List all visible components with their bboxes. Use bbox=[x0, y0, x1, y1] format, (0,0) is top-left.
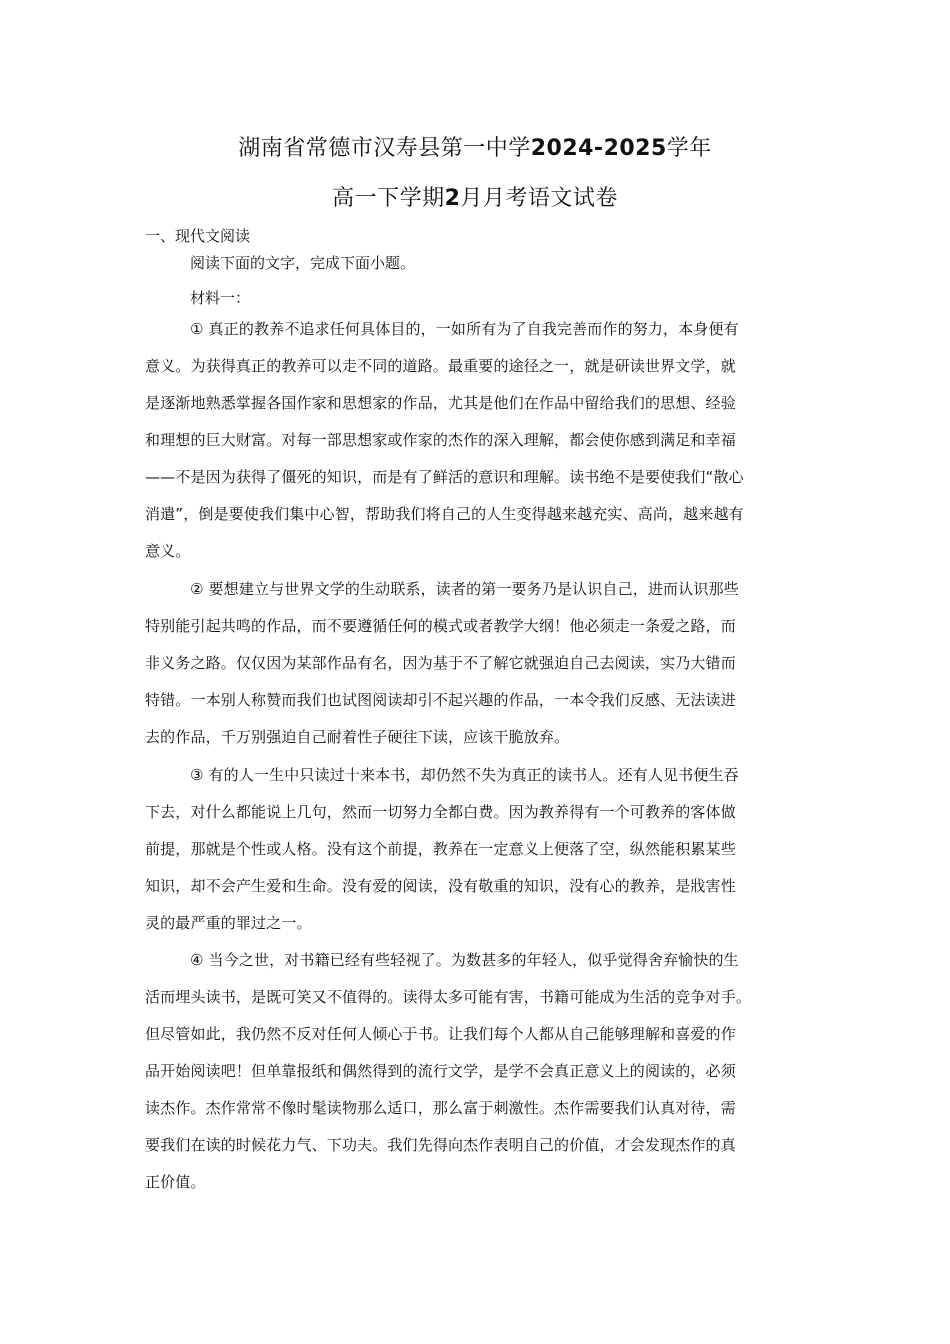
section-heading: 一、现代文阅读 bbox=[145, 227, 251, 245]
paragraph-4 bbox=[145, 942, 805, 1201]
paragraph-line: 读杰作。杰作常常不像时髦读物那么适口，那么富于刺激性。杰作需要我们认真对待，需 bbox=[145, 1099, 736, 1117]
paragraph-line: 知识，却不会产生爱和生命。没有爱的阅读，没有敬重的知识，没有心的教养，是戕害性 bbox=[145, 877, 736, 895]
title-year: 2024-2025 bbox=[530, 136, 667, 161]
paragraph-line: 下去，对什么都能说上几句，然而一切努力全都白费。因为教养得有一个可教养的客体做 bbox=[145, 803, 736, 821]
paragraph-line: 特别能引起共鸣的作品，而不要遵循任何的模式或者教学大纲！他必须走一条爱之路，而 bbox=[145, 617, 736, 635]
paragraph-line: 消遣”，倒是要使我们集中心智，帮助我们将自己的人生变得越来越充实、高尚，越来越有 bbox=[145, 505, 744, 523]
title-grade: 高一下学期 bbox=[332, 186, 445, 211]
reading-instruction: 阅读下面的文字，完成下面小题。 bbox=[190, 254, 416, 272]
title-month-number: 2 bbox=[444, 186, 461, 211]
paragraph-line: ① 真正的教养不追求任何具体目的，一如所有为了自我完善而作的努力，本身便有 bbox=[190, 320, 739, 338]
exam-title-line-1 bbox=[0, 134, 950, 164]
paragraph-line: 意义。 bbox=[145, 542, 191, 560]
paragraph-line: 去的作品，千万别强迫自己耐着性子硬往下读，应该干脆放弃。 bbox=[145, 728, 570, 746]
paragraph-line: ——不是因为获得了僵死的知识，而是有了鲜活的意识和理解。读书绝不是要使我们“散心 bbox=[145, 468, 744, 486]
paragraph-line: 灵的最严重的罪过之一。 bbox=[145, 914, 312, 932]
paragraph-line: 正价值。 bbox=[145, 1173, 206, 1191]
paragraph-line: 但尽管如此，我仍然不反对任何人倾心于书。让我们每个人都从自己能够理解和喜爱的作 bbox=[145, 1025, 736, 1043]
paragraph-3 bbox=[145, 757, 805, 942]
paragraph-1 bbox=[145, 311, 805, 570]
paragraph-line: 前提，那就是个性或人格。没有这个前提，教养在一定意义上便落了空，纵然能积累某些 bbox=[145, 840, 736, 858]
title-school: 湖南省常德市汉寿县第一中学 bbox=[238, 136, 531, 161]
paragraph-line: 非义务之路。仅仅因为某部作品有名，因为基于不了解它就强迫自己去阅读，实乃大错而 bbox=[145, 654, 736, 672]
paragraph-line: 要我们在读的时候花力气、下功夫。我们先得向杰作表明自己的价值，才会发现杰作的真 bbox=[145, 1136, 736, 1154]
paragraph-line: 和理想的巨大财富。对每一部思想家或作家的杰作的深入理解，都会使你感到满足和幸福 bbox=[145, 431, 736, 449]
title-year-suffix: 学年 bbox=[666, 136, 712, 161]
material-label: 材料一： bbox=[190, 289, 251, 307]
paragraph-line: ② 要想建立与世界文学的生动联系，读者的第一要务乃是认识自己，进而认识那些 bbox=[190, 580, 739, 598]
paragraph-line: ③ 有的人一生中只读过十来本书，却仍然不失为真正的读书人。还有人见书便生吞 bbox=[190, 766, 739, 784]
title-exam-name: 月月考语文试卷 bbox=[460, 186, 618, 211]
paragraph-line: ④ 当今之世，对书籍已经有些轻视了。为数甚多的年轻人，似乎觉得舍弃愉快的生 bbox=[190, 951, 739, 969]
paragraph-line: 是逐渐地熟悉掌握各国作家和思想家的作品，尤其是他们在作品中留给我们的思想、经验 bbox=[145, 394, 736, 412]
paragraph-line: 活而埋头读书，是既可笑又不值得的。读得太多可能有害，书籍可能成为生活的竞争对手。 bbox=[145, 988, 752, 1006]
paragraph-2 bbox=[145, 571, 805, 756]
paragraph-line: 意义。为获得真正的教养可以走不同的道路。最重要的途径之一，就是研读世界文学，就 bbox=[145, 357, 736, 375]
paragraph-line: 特错。一本别人称赞而我们也试图阅读却引不起兴趣的作品，一本令我们反感、无法读进 bbox=[145, 691, 736, 709]
exam-title-line-2 bbox=[0, 184, 950, 214]
paragraph-line: 品开始阅读吧！但单靠报纸和偶然得到的流行文学，是学不会真正意义上的阅读的，必须 bbox=[145, 1062, 736, 1080]
